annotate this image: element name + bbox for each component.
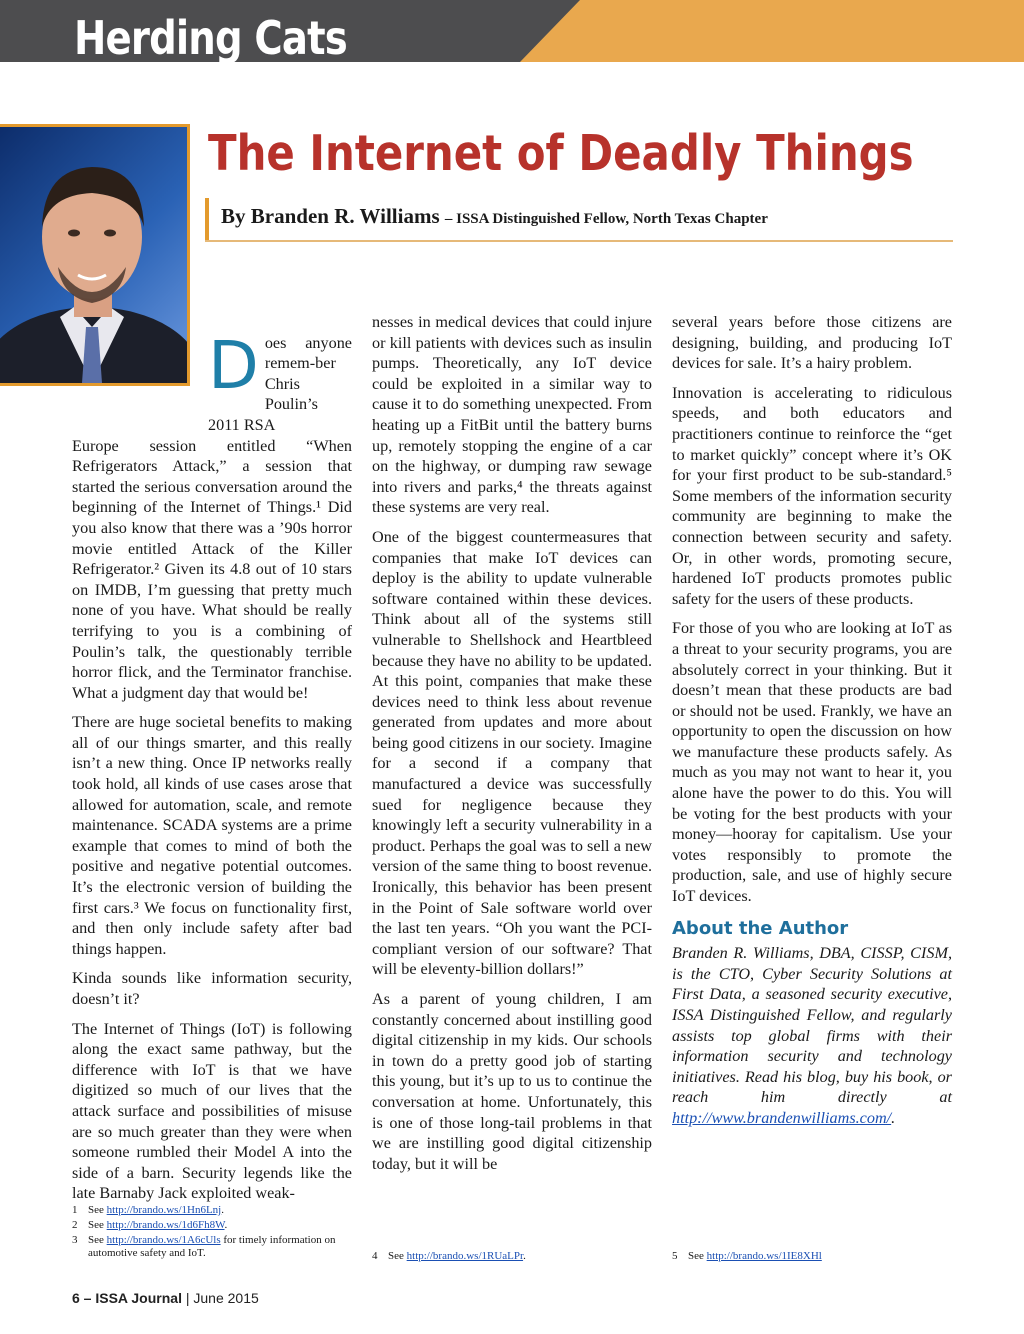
drop-cap: D [208, 326, 259, 404]
column-2 [372, 312, 652, 1183]
footnote-number: 1 [72, 1204, 78, 1216]
footnote-text: See [688, 1250, 707, 1262]
about-author-body: Branden R. Williams, DBA, CISSP, CISM, is the CTO, Cyber Security Solutions at First Data, a seasoned security executive, ISSA Distinguished Fellow, and regularly assists top global firms with their information security and technology initiatives. Read his blog, buy his book, or reach him directly at [672, 944, 952, 1107]
author-affiliation: – ISSA Distinguished Fellow, North Texas Chapter [444, 211, 768, 227]
footnotes-col3 [672, 1250, 952, 1265]
byline-underline [205, 240, 953, 242]
footnote [72, 1234, 352, 1260]
issue-date: June 2015 [193, 1290, 259, 1306]
lead-text: oes anyone remem-ber Chris Poulin’s 2011 RSA [208, 333, 352, 434]
page-number: 6 – ISSA Journal [72, 1290, 182, 1306]
footnote-text: . [224, 1219, 228, 1231]
byline-prefix: By [221, 204, 246, 228]
footnote [72, 1219, 352, 1232]
page-footer [72, 1290, 259, 1306]
footnote-text: . [523, 1250, 526, 1262]
column-3 [672, 312, 952, 1138]
author-name: Branden R. Williams [250, 204, 440, 228]
footnote-link[interactable]: http://brando.ws/1A6cUls [106, 1234, 221, 1246]
footnote-text: . [221, 1204, 224, 1216]
author-website-link[interactable]: http://www.brandenwilliams.com/ [672, 1108, 892, 1127]
footnote-number: 5 [672, 1250, 678, 1262]
about-author-end: . [891, 1108, 896, 1127]
footnotes-col1 [72, 1204, 352, 1262]
footnote [72, 1204, 352, 1217]
footnote [672, 1250, 952, 1263]
footnote-link[interactable]: http://brando.ws/1IE8XHl [706, 1250, 822, 1262]
footnote-text: See [88, 1204, 107, 1216]
byline [221, 202, 768, 233]
paragraph: Europe session entitled “When Refrigerators Attack,” a session that started the serious conversation around the beginning of the Internet of Things.¹ Did you also know that there was a ’90s horror movie entitled Attack of the Killer Refrigerator.² Given its 4.8 out of 10 stars on IMDB, I’m guessing that pretty much none of you have. What should be really terrifying to you is a combining of Poulin’s talk, the questionably terrible horror flick, and the Terminator franchise. What a judgment day that would be! [72, 436, 352, 702]
article-title: The Internet of Deadly Things [208, 125, 914, 182]
paragraph: For those of you who are looking at IoT as a threat to your security programs, you are absolutely correct in your thinking. But it doesn’t mean that these products are bad or should not be used. Frankly, we have an opportunity to open the discussion on how we manufacture these products safely. As much as you may not want to hear it, you alone have the power to do this. You will be voting for the best products with your money—hooray for capitalism. Use your votes responsibly to promote the production, sale, and use of highly secure IoT devices. [672, 619, 952, 906]
footnote-number: 3 [72, 1234, 78, 1246]
footnote-number: 4 [372, 1250, 378, 1262]
paragraph: nesses in medical devices that could injure or kill patients with devices such as insulin pumps. Theoretically, any IoT device could be exploited in a similar way to cause it to do something unexpected. From heating up a FitBit until the battery burns up, remotely stopping the engine of a car on the highway, or dumping raw sewage into rivers and parks,⁴ the threats against these systems are very real. [372, 313, 652, 517]
footnote [372, 1250, 652, 1263]
byline-accent-rule [205, 198, 209, 242]
paragraph: One of the biggest countermeasures that companies that make IoT devices can deploy is the ability to update vulnerable software contained within these devices. Think about all of the systems still vulnerable to Shellshock and Heartbleed because they have no ability to be updated. At this point, companies that make these devices need to think less about revenue generated from updates and more about being good citizens in our society. Imagine for a second if a company that manufactured a device was successfully sued for negligence because they knowingly left a security vulnerability in a product. Perhaps the goal was to sell a new version of the same thing to boost revenue. Ironically, this behavior has been present in the Point of Sale software world over the last ten years. “Oh you want the PCI-compliant version of our software? That will be eleventy-billion dollars!” [372, 527, 652, 979]
footnote-text: See [388, 1250, 407, 1262]
paragraph: As a parent of young children, I am constantly concerned about instilling good digital citizenship in my kids. Our schools in town do a pretty good job of starting this young, but it’s up to us to continue the conversation at home. Unfortunately, this is one of those long-tail problems in that we are instilling good digital citizenship today, but it will be [372, 990, 652, 1173]
paragraph: Kinda sounds like information security, doesn’t it? [72, 969, 352, 1008]
about-author-heading: About the Author [672, 917, 849, 939]
paragraph: There are huge societal benefits to making all of our things smarter, and this really isn’t a new thing. Once IP networks really took hold, all kinds of use cases arose that allowed for automation, scale, and remote maintenance. SCADA systems are a prime example that comes to mind of both the positive and negative potential outcomes. It’s the electronic version of building the first cars.³ We focus on functionality first, and then only include safety after bad things happen. [72, 713, 352, 958]
footer-separator: | [181, 1290, 194, 1306]
section-title: Herding Cats [74, 11, 347, 65]
footnote-link[interactable]: http://brando.ws/1d6Fh8W [106, 1219, 225, 1231]
footnote-link[interactable]: http://brando.ws/1Hn6Lnj [106, 1204, 222, 1216]
footnote-text: See [88, 1234, 107, 1246]
paragraph: Innovation is accelerating to ridiculous speeds, and both educators and practitioners continue to reinforce the “get to market quickly” concept where it’s OK for your first product to be sub-standard.⁵ Some members of the information security community are beginning to make the connection between security and safety. Or, in other words, promoting secure, hardened IoT products promotes public safety for the users of these products. [672, 383, 952, 608]
paragraph: several years before those citizens are designing, building, and producing IoT devices for sale. It’s a hairy problem. [672, 313, 952, 373]
paragraph: The Internet of Things (IoT) is following along the exact same pathway, but the difference with IoT is that we have digitized so much of our lives that the attack surface and possibilities of misuse are so much greater than they were when someone rumbled their Model A into the side of a barn. Security legends like the late Barnaby Jack exploited weak- [72, 1019, 352, 1203]
column-1 [72, 312, 352, 1213]
footnote-link[interactable]: http://brando.ws/1RUaLPr [406, 1250, 524, 1262]
footnote-text: See [88, 1219, 107, 1231]
footnotes-col2 [372, 1250, 652, 1265]
footnote-text: for timely information on automotive safety and IoT. [88, 1234, 336, 1259]
footnote-number: 2 [72, 1219, 78, 1231]
about-author-text [672, 943, 952, 1128]
